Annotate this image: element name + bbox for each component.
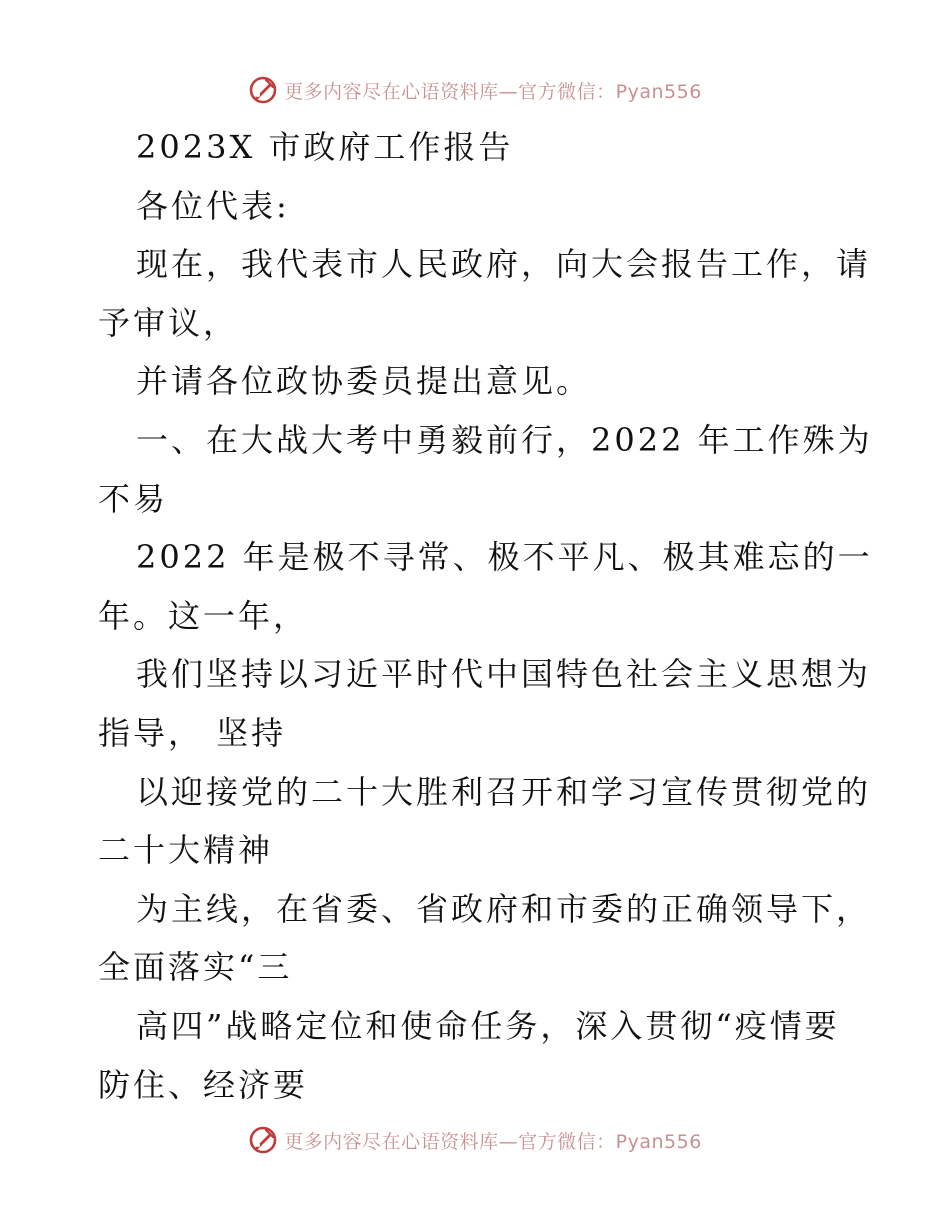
text-line: 全面落实“三 [98,948,293,987]
footer-watermark [0,1120,950,1160]
text-line: 不易 [98,479,169,518]
text-line: 年。这一年， [98,596,309,635]
text-line: 2022 年是极不寻常、极不平凡、极其难忘的一 [136,538,873,577]
watermark-text: 更多内容尽在心语资料库—官方微信：Pyan556 [284,1130,702,1153]
text-line: 高四”战略定位和使命任务，深入贯彻“疫情要 [136,1006,840,1045]
text-line: 一、在大战大考中勇毅前行，2022 年工作殊为 [136,420,873,459]
watermark-text: 更多内容尽在心语资料库—官方微信：Pyan556 [284,80,702,103]
text-line: 为主线，在省委、省政府和市委的正确领导下， [136,889,872,928]
text-line: 各位代表: [136,186,290,225]
text-line: 2023X 市政府工作报告 [136,128,514,166]
text-line: 予审议， [98,303,239,342]
text-line: 防住、经济要 [98,1065,309,1104]
text-line: 以迎接党的二十大胜利召开和学习宣传贯彻党的 [136,772,872,811]
quill-pen-logo-icon [248,75,278,105]
text-line: 指导， 坚持 [98,713,287,752]
header-watermark [0,70,950,110]
text-line: 我们坚持以习近平时代中国特色社会主义思想为 [136,655,872,694]
text-line: 并请各位政协委员提出意见。 [136,362,592,401]
text-line: 现在，我代表市人民政府，向大会报告工作，请 [136,245,872,284]
text-line: 二十大精神 [98,831,274,870]
quill-pen-logo-icon [248,1125,278,1155]
document-body [98,118,873,1114]
